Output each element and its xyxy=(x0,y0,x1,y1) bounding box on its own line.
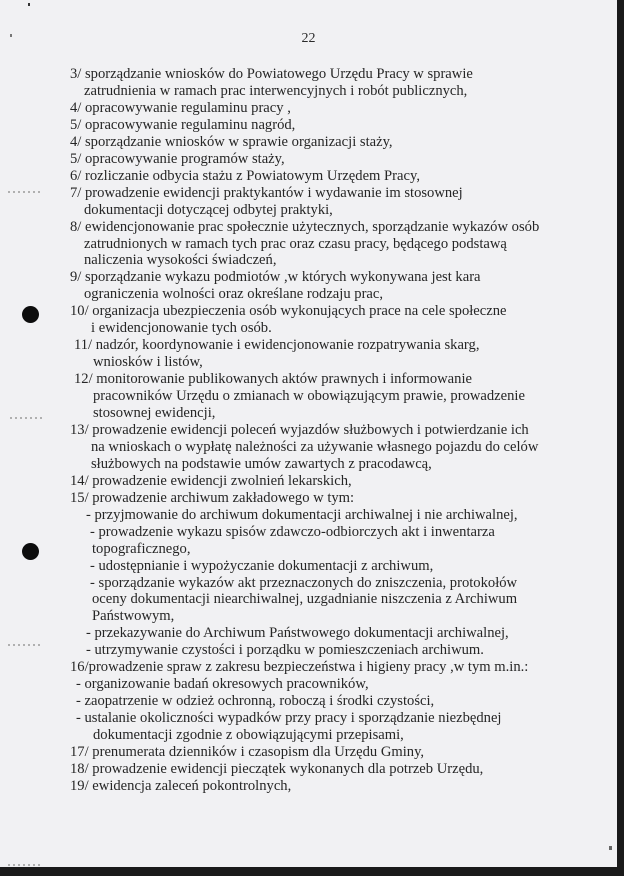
margin-dots xyxy=(10,417,42,419)
text-line: stosownej ewidencji, xyxy=(93,405,216,421)
text-line: - ustalanie okoliczności wypadków przy pracy i sporządzanie niezbędnej xyxy=(76,710,502,727)
margin-dots xyxy=(8,191,40,193)
text-line: 10/ organizacja ubezpieczenia osób wykonujących prace na cele społeczne xyxy=(70,303,507,320)
text-line: 18/ prowadzenie ewidencji pieczątek wykonanych dla potrzeb Urzędu, xyxy=(70,760,484,777)
text-line: - udostępnianie i wypożyczanie dokumentacji z archiwum, xyxy=(90,557,434,574)
text-line: służbowych na podstawie umów zawartych z pracodawcą, xyxy=(91,455,432,472)
margin-dots xyxy=(8,864,40,866)
text-line: 5/ opracowywanie regulaminu nagród, xyxy=(70,116,296,133)
text-line: - przekazywanie do Archiwum Państwowego dokumentacji archiwalnej, xyxy=(86,625,509,642)
text-line: oceny dokumentacji niearchiwalnej, uzgadnianie niszczenia z Archiwum xyxy=(92,591,518,608)
text-line: dokumentacji zgodnie z obowiązującymi przepisami, xyxy=(93,727,404,744)
text-line: 3/ sporządzanie wniosków do Powiatowego Urzędu Pracy w sprawie xyxy=(70,66,473,82)
text-line: na wnioskach o wypłatę należności za używanie własnego pojazdu do celów xyxy=(91,438,539,455)
text-line: zatrudnionych w ramach tych prac oraz czasu pracy, będącego podstawą xyxy=(84,235,507,252)
text-line: 4/ sporządzanie wniosków w sprawie organizacji staży, xyxy=(70,133,393,150)
text-line: ograniczenia wolności oraz określane rodzaju prac, xyxy=(84,286,384,303)
text-line: 9/ sporządzanie wykazu podmiotów ,w których wykonywana jest kara xyxy=(70,269,481,286)
punch-hole xyxy=(22,306,39,323)
page-number: 22 xyxy=(301,31,316,46)
text-line: 11/ nadzór, koordynowanie i ewidencjonowanie rozpatrywania skarg, xyxy=(74,337,480,354)
punch-hole xyxy=(22,543,39,560)
text-line: i ewidencjonowanie tych osób. xyxy=(91,320,272,337)
text-line: - przyjmowanie do archiwum dokumentacji archiwalnej i nie archiwalnej, xyxy=(86,506,518,523)
scan-speck xyxy=(609,846,612,850)
text-line: topograficznego, xyxy=(92,540,191,557)
text-line: 19/ ewidencja zaleceń pokontrolnych, xyxy=(70,777,292,794)
text-line: pracowników Urzędu o zmianach w obowiązującym prawie, prowadzenie xyxy=(93,388,525,405)
text-line: dokumentacji dotyczącej odbytej praktyki, xyxy=(84,201,333,218)
text-line: wniosków i listów, xyxy=(93,354,203,371)
text-line: 6/ rozliczanie odbycia stażu z Powiatowym Urzędem Pracy, xyxy=(70,167,420,184)
text-line: 12/ monitorowanie publikowanych aktów prawnych i informowanie xyxy=(74,371,472,388)
text-line: 13/ prowadzenie ewidencji poleceń wyjazdów służbowych i potwierdzanie ich xyxy=(70,421,529,438)
text-line: - prowadzenie wykazu spisów zdawczo-odbiorczych akt i inwentarza xyxy=(90,523,495,540)
text-line: - sporządzanie wykazów akt przeznaczonych do zniszczenia, protokołów xyxy=(90,574,518,591)
text-line: zatrudnienia w ramach prac interwencyjnych i robót publicznych, xyxy=(84,82,468,99)
text-line: 17/ prenumerata dzienników i czasopism dla Urzędu Gminy, xyxy=(70,744,425,760)
text-line: 14/ prowadzenie ewidencji zwolnień lekarskich, xyxy=(70,472,352,489)
margin-dots xyxy=(8,644,40,646)
scan-speck xyxy=(28,3,30,6)
text-line: 4/ opracowywanie regulaminu pracy , xyxy=(70,99,291,116)
text-line: naliczenia wysokości świadczeń, xyxy=(84,252,277,269)
text-line: - organizowanie badań okresowych pracowników, xyxy=(76,676,369,693)
text-line: - zaopatrzenie w odzież ochronną, roboczą i środki czystości, xyxy=(76,693,435,710)
text-line: 16/prowadzenie spraw z zakresu bezpieczeństwa i higieny pracy ,w tym m.in.: xyxy=(70,659,529,676)
text-line: Państwowym, xyxy=(92,608,175,625)
text-line: 8/ ewidencjonowanie prac społecznie użytecznych, sporządzanie wykazów osób xyxy=(70,218,540,235)
text-line: 15/ prowadzenie archiwum zakładowego w tym: xyxy=(70,489,355,506)
text-line: 7/ prowadzenie ewidencji praktykantów i wydawanie im stosownej xyxy=(70,184,463,201)
text-line: 5/ opracowywanie programów staży, xyxy=(70,150,285,167)
text-line: - utrzymywanie czystości i porządku w pomieszczeniach archiwum. xyxy=(86,642,484,659)
